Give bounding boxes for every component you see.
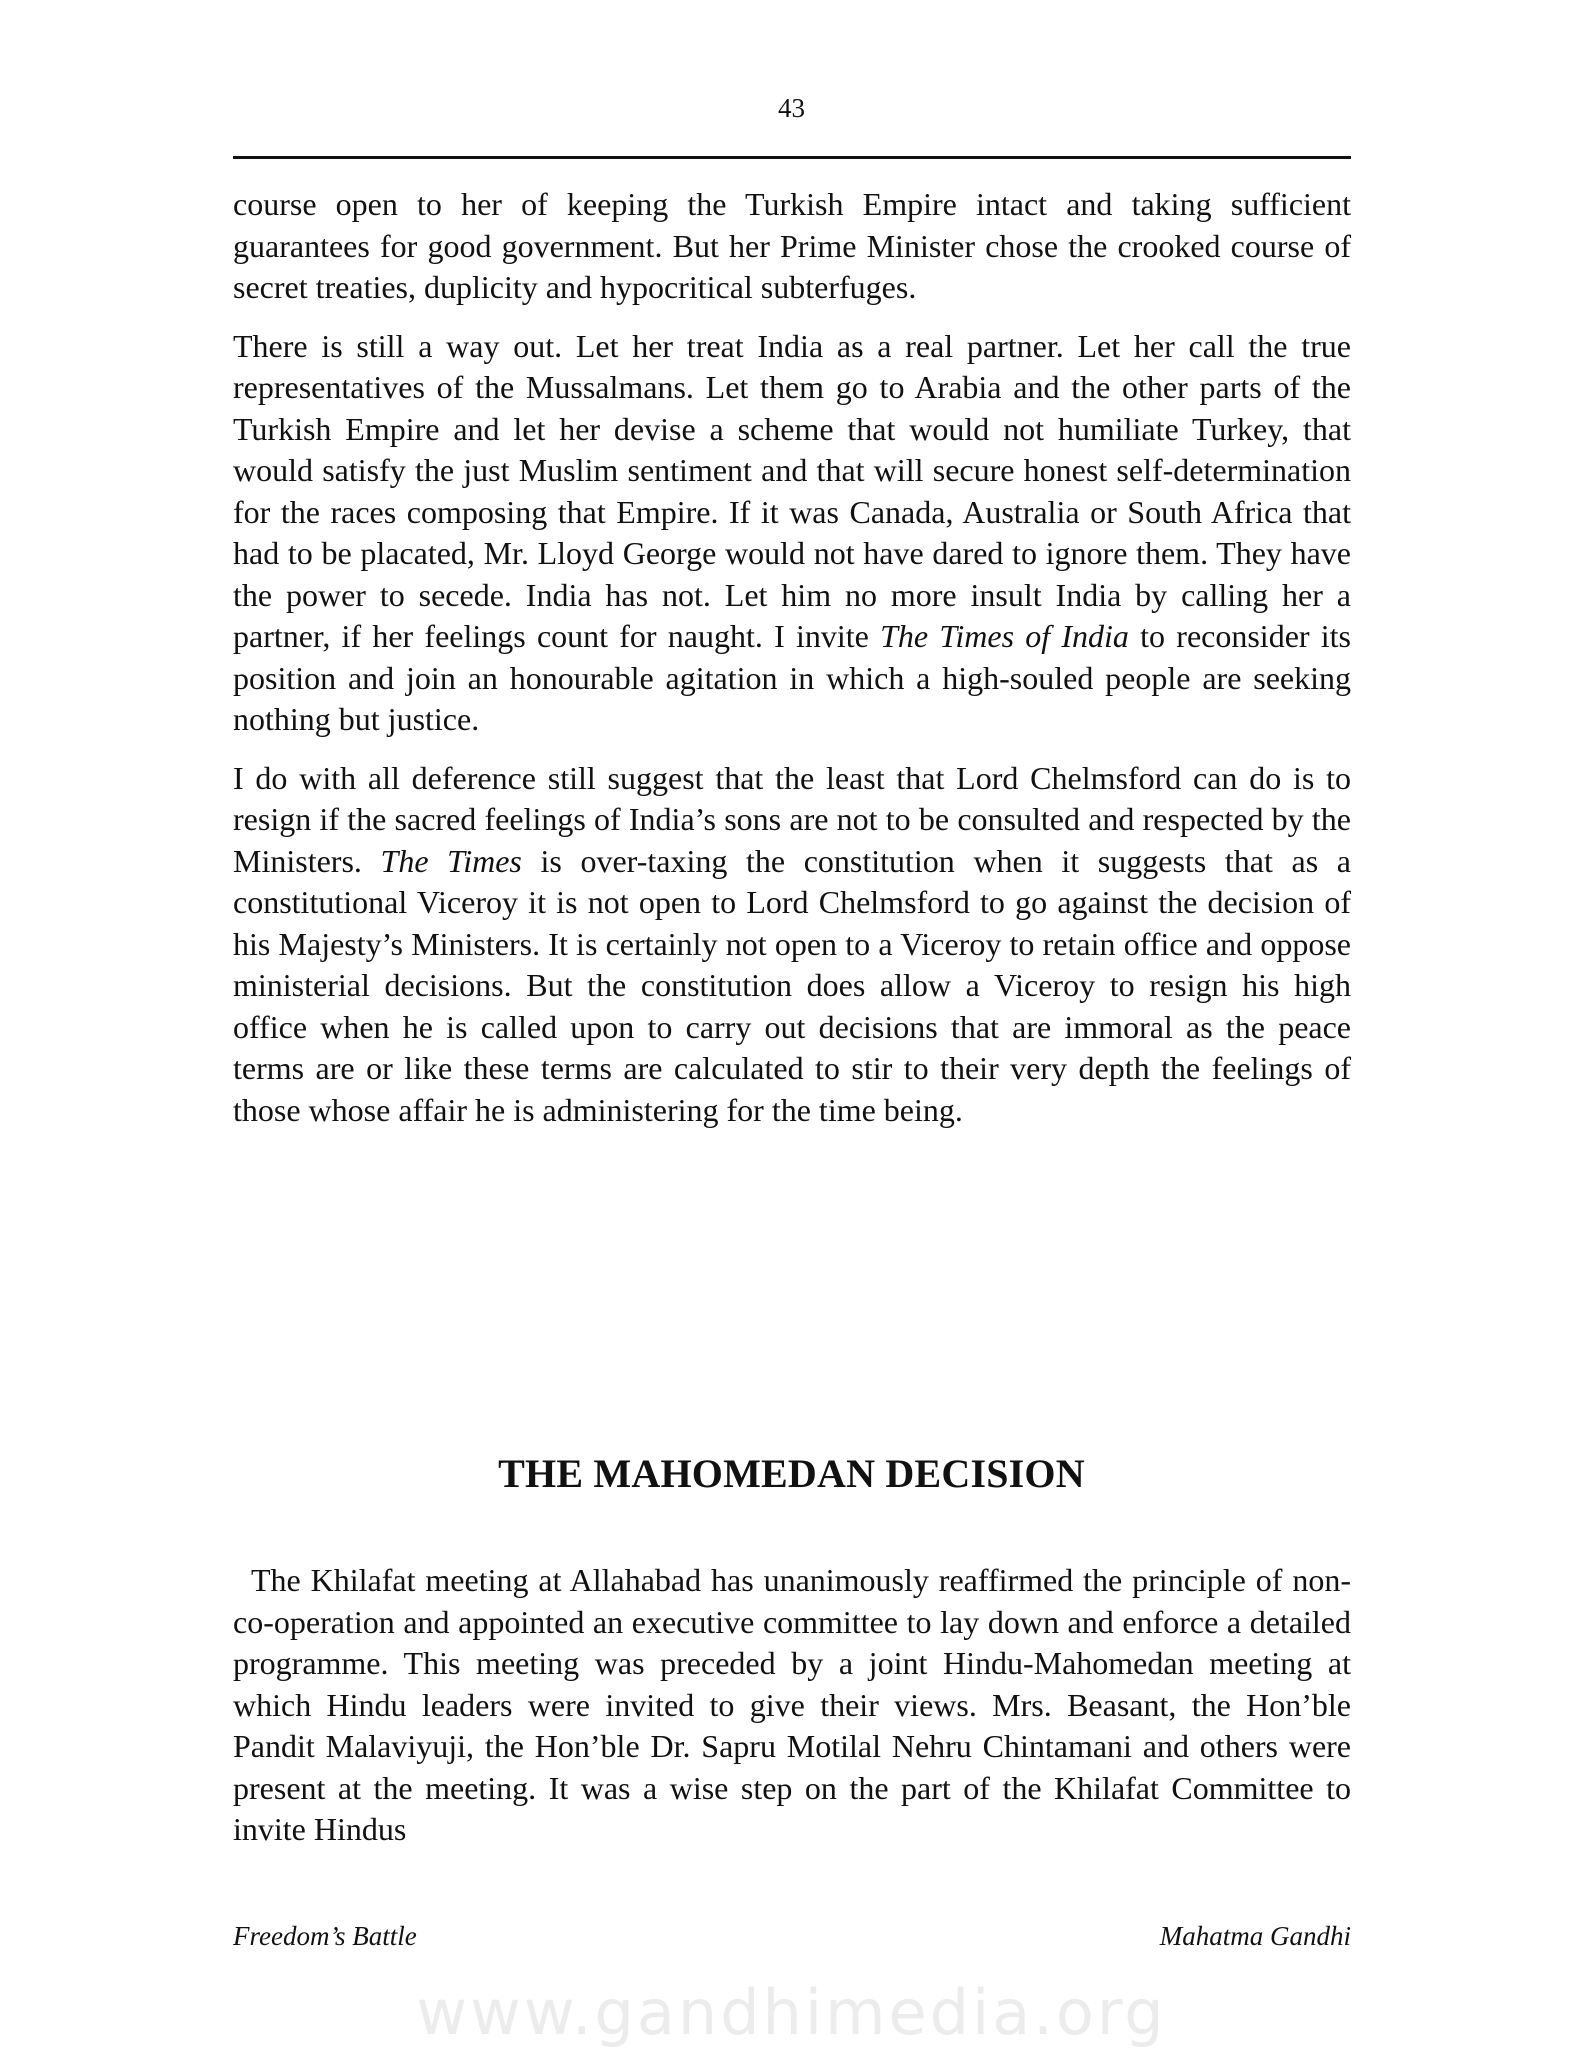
paragraph-3-text-b: is over-taxing the constitution when it suggests that as a constitutional Viceroy it is not open to Lord Chelmsford to go against the decision of his Majesty’s Ministers. It is certainly not open to a Viceroy to retain office and oppose ministerial decisions. But the constitution does allow a Viceroy to resign his high office when he is called upon to carry out decisions that are immoral as the peace terms are or like these terms are calculated to stir to their very depth the feelings of those whose affair he is administering for the time being. (233, 842, 1352, 1128)
section-paragraph: The Khilafat meeting at Allahabad has unanimously reaffirmed the principle of non-co-operation and appointed an executive committee to lay down and enforce a detailed programme. This meeting was preceded by a joint Hindu-Mahomedan meeting at which Hindu leaders were invited to give their views. Mrs. Beasant, the Hon’ble Pandit Malaviyuji, the Hon’ble Dr. Sapru Motilal Nehru Chintamani and others were present at the meeting. It was a wise step on the part of the Khilafat Committee to invite Hindus (233, 1562, 1351, 1847)
paragraph-2 (233, 326, 1351, 741)
section-heading: THE MAHOMEDAN DECISION (498, 1451, 1085, 1496)
footer-author: Mahatma Gandhi (1159, 1921, 1351, 1951)
paragraph-1 (233, 184, 1351, 309)
section-body (233, 1560, 1351, 1851)
publication-title-times-of-india: The Times of India (880, 618, 1129, 654)
header-rule (233, 156, 1351, 159)
publication-title-the-times: The Times (380, 842, 522, 879)
paragraph-3-text-a: I do with all deference still suggest that the least that Lord Chelmsford can do is to resign if the sacred feelings of India’s sons are not to be consulted and respected by the Ministers. (233, 759, 1351, 879)
paragraph-1-text: course open to her of keeping the Turkish Empire intact and taking sufficient guarantees for good government. But her Prime Minister chose the crooked course of secret treaties, duplicity and hypocritical subterfuges. (233, 186, 1351, 305)
page-number: 43 (778, 93, 805, 123)
paragraph-3 (233, 758, 1351, 1132)
footer-book-title: Freedom’s Battle (233, 1921, 417, 1951)
watermark: www.gandhimedia.org (416, 1976, 1167, 2049)
paragraph-2-text-a: There is still a way out. Let her treat India as a real partner. Let her call the true representatives of the Mussalmans. Let them go to Arabia and the other parts of the Turkish Empire and let her devise a scheme that would not humiliate Turkey, that would satisfy the just Muslim sentiment and that will secure honest self-determination for the races composing that Empire. If it was Canada, Australia or South Africa that had to be placated, Mr. Lloyd George would not have dared to ignore them. They have the power to secede. India has not. Let him no more insult India by calling her a partner, if her feelings count for naught. I invite (233, 327, 1351, 654)
paragraph-2-text-b: to reconsider its position and join an honourable agitation in which a high-souled people are seeking nothing but justice. (233, 618, 1352, 737)
article-body (233, 184, 1351, 1131)
